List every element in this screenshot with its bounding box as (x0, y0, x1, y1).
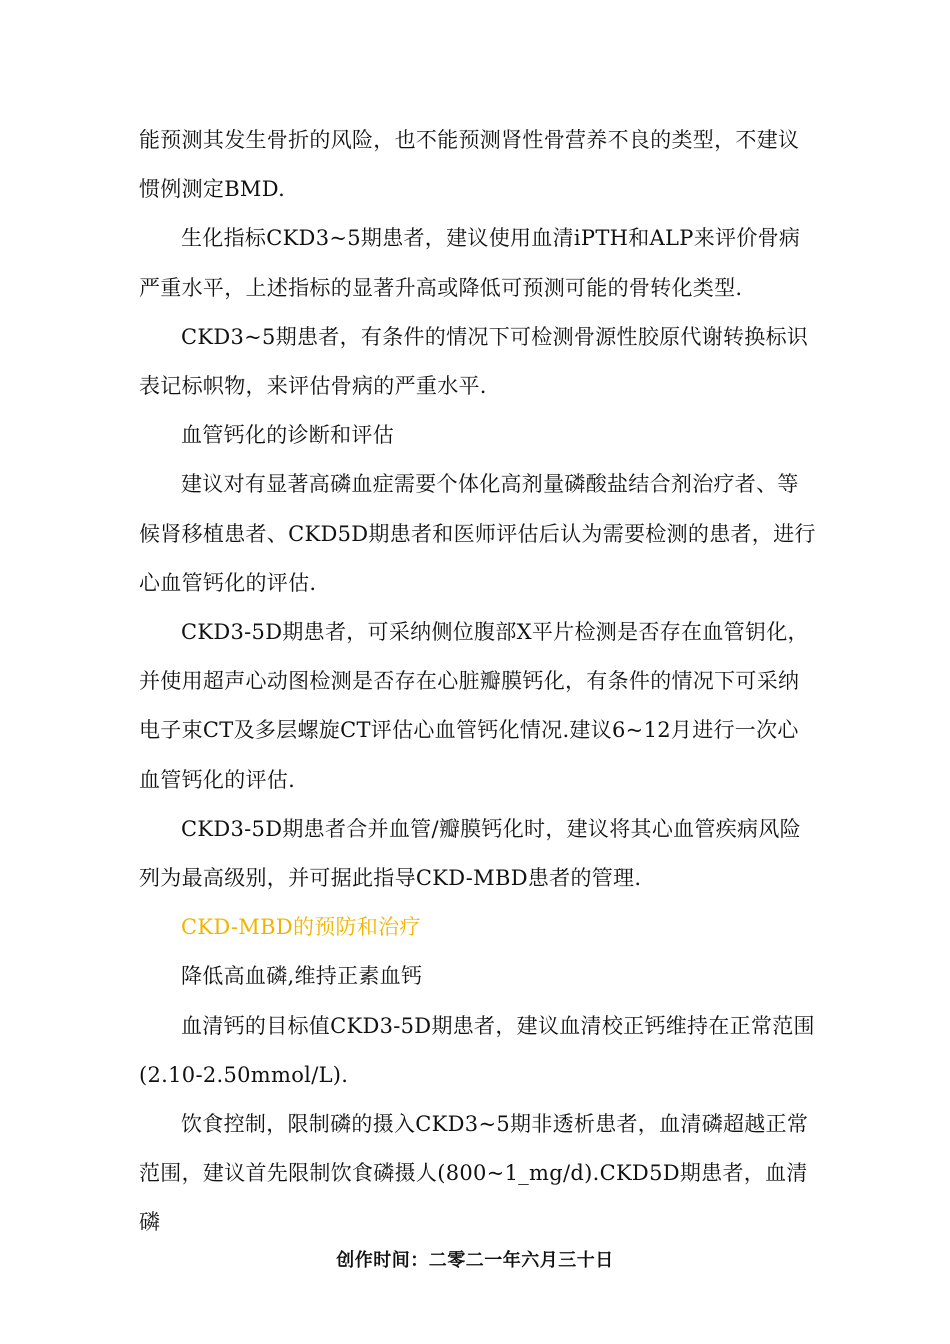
page-footer: 创作时间：二零二一年六月三十日 (336, 1250, 614, 1271)
section-heading: 血管钙化的诊断和评估 (181, 423, 394, 448)
paragraph: 血清钙的目标值CKD3-5D期患者，建议血清校正钙维持在正常范围(2.10-2.50mmol/L). (139, 1013, 815, 1087)
paragraph: 生化指标CKD3~5期患者，建议使用血清iPTH和ALP来评价骨病严重水平，上述指标的显著升高或降低可预测可能的骨转化类型. (139, 226, 801, 300)
paragraph: 建议对有显著高磷血症需要个体化高剂量磷酸盐结合剂治疗者、等候肾移植患者、CKD5D期患者和医师评估后认为需要检测的患者，进行心血管钙化的评估. (139, 472, 816, 595)
paragraph: CKD3~5期患者，有条件的情况下可检测骨源性胶原代谢转换标识表记标帜物，来评估骨病的严重水平. (139, 324, 809, 399)
subsection-heading: 降低高血磷,维持正素血钙 (181, 964, 423, 989)
paragraph: 能预测其发生骨折的风险，也不能预测肾性骨营养不良的类型，不建议惯例测定BMD. (139, 128, 800, 202)
paragraph: CKD3-5D期患者合并血管/瓣膜钙化时，建议将其心血管疾病风险列为最高级别，并可据此指导CKD-MBD患者的管理. (139, 816, 801, 891)
paragraph: 饮食控制，限制磷的摄入CKD3~5期非透析患者，血清磷超越正常范围，建议首先限制饮食磷摄人(800~1_mg/d).CKD5D期患者，血清磷 (139, 1112, 809, 1235)
document-body (139, 116, 819, 1248)
section-heading-highlighted: CKD-MBD的预防和治疗 (181, 915, 421, 940)
paragraph: CKD3-5D期患者，可采纳侧位腹部X平片检测是否存在血管钥化，并使用超声心动图检测是否存在心脏瓣膜钙化，有条件的情况下可采纳电子束CT及多层螺旋CT评估心血管钙化情况.建议6~12月进行一次心血管钙化的评估. (139, 620, 809, 792)
